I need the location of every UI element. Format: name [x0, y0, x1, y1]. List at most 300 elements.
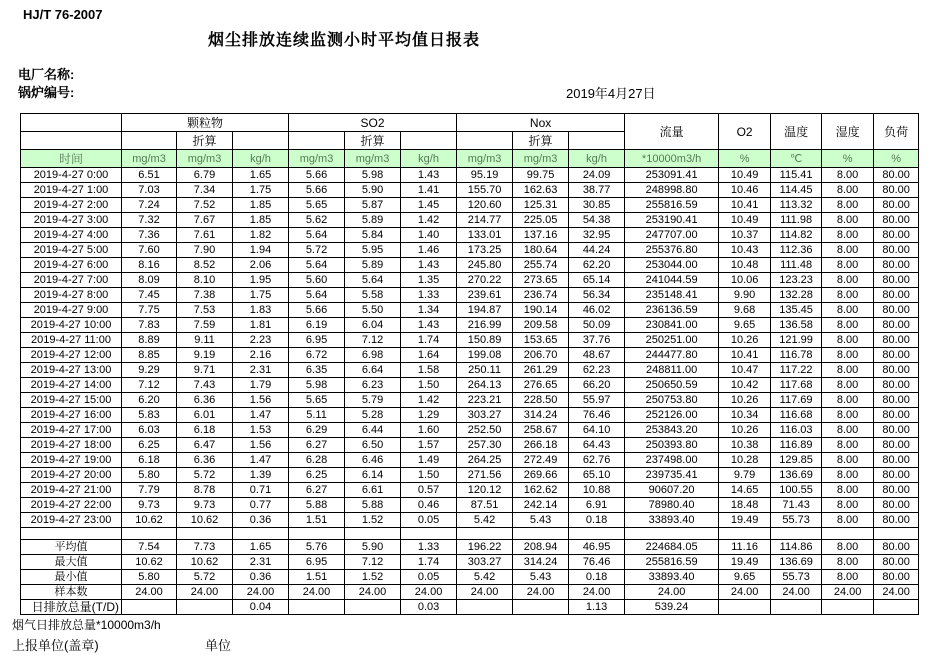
value-cell: 136.58: [771, 318, 822, 333]
table-row: [21, 273, 919, 288]
table-row: [21, 243, 919, 258]
table-row: [21, 468, 919, 483]
value-cell: 264.13: [457, 378, 513, 393]
value-cell: 162.63: [513, 183, 569, 198]
value-cell: 235148.41: [625, 288, 719, 303]
unit-cell: %: [719, 150, 771, 168]
value-cell: 7.75: [122, 303, 177, 318]
value-cell: 245.80: [457, 258, 513, 273]
total-value-cell: [289, 600, 345, 615]
value-cell: 5.84: [345, 228, 401, 243]
value-cell: 6.35: [289, 363, 345, 378]
value-cell: 303.27: [457, 408, 513, 423]
value-cell: 153.65: [513, 333, 569, 348]
value-cell: 65.14: [569, 273, 625, 288]
value-cell: 14.65: [719, 483, 771, 498]
spacer-cell: [625, 528, 719, 540]
value-cell: 7.43: [177, 378, 233, 393]
value-cell: 6.98: [345, 348, 401, 363]
value-cell: 8.52: [177, 258, 233, 273]
unit-cell: kg/h: [401, 150, 457, 168]
value-cell: 6.03: [122, 423, 177, 438]
value-cell: 8.00: [822, 378, 874, 393]
value-cell: 1.40: [401, 228, 457, 243]
value-cell: 253190.41: [625, 213, 719, 228]
value-cell: 8.00: [822, 318, 874, 333]
value-cell: 1.94: [233, 243, 289, 258]
unit-cell: mg/m3: [457, 150, 513, 168]
spacer-cell: [345, 528, 401, 540]
value-cell: 7.79: [122, 483, 177, 498]
value-cell: 5.43: [513, 513, 569, 528]
summary-label-cell: 样本数: [21, 585, 122, 600]
total-label-cell: [21, 600, 122, 615]
total-value-cell: [122, 600, 177, 615]
value-cell: 5.66: [289, 303, 345, 318]
time-cell: 2019-4-27 23:00: [21, 513, 122, 528]
value-cell: 1.41: [401, 183, 457, 198]
value-cell: 190.14: [513, 303, 569, 318]
spacer-row: [21, 528, 919, 540]
summary-value-cell: 46.95: [569, 540, 625, 555]
value-cell: 5.98: [345, 168, 401, 183]
reporting-unit-label: 上报单位(盖章): [12, 638, 99, 653]
value-cell: 1.39: [233, 468, 289, 483]
value-cell: 241044.59: [625, 273, 719, 288]
value-cell: 0.71: [233, 483, 289, 498]
value-cell: 8.00: [822, 258, 874, 273]
table-row: [21, 168, 919, 183]
value-cell: 10.62: [122, 513, 177, 528]
value-cell: 135.45: [771, 303, 822, 318]
value-cell: 7.12: [345, 333, 401, 348]
page-title: 烟尘排放连续监测小时平均值日报表: [208, 32, 481, 49]
value-cell: 1.45: [401, 198, 457, 213]
unit-cell: *10000m3/h: [625, 150, 719, 168]
value-cell: 242.14: [513, 498, 569, 513]
value-cell: 116.89: [771, 438, 822, 453]
value-cell: 272.49: [513, 453, 569, 468]
value-cell: 80.00: [874, 348, 919, 363]
value-cell: 266.18: [513, 438, 569, 453]
value-cell: 95.19: [457, 168, 513, 183]
value-cell: 1.43: [401, 318, 457, 333]
value-cell: 8.00: [822, 408, 874, 423]
summary-row: [21, 555, 919, 570]
value-cell: 10.41: [719, 348, 771, 363]
value-cell: 252126.00: [625, 408, 719, 423]
total-value-cell: 539.24: [625, 600, 719, 615]
value-cell: 38.77: [569, 183, 625, 198]
header-cell: [122, 132, 177, 150]
value-cell: 250650.59: [625, 378, 719, 393]
value-cell: 1.83: [233, 303, 289, 318]
value-cell: 6.20: [122, 393, 177, 408]
value-cell: 0.18: [569, 513, 625, 528]
value-cell: 71.43: [771, 498, 822, 513]
value-cell: 80.00: [874, 513, 919, 528]
header-cell-temp: 温度: [771, 114, 822, 150]
value-cell: 194.87: [457, 303, 513, 318]
value-cell: 1.56: [233, 438, 289, 453]
value-cell: 7.53: [177, 303, 233, 318]
value-cell: 214.77: [457, 213, 513, 228]
value-cell: 5.28: [345, 408, 401, 423]
value-cell: 87.51: [457, 498, 513, 513]
summary-value-cell: 136.69: [771, 555, 822, 570]
summary-value-cell: 6.95: [289, 555, 345, 570]
value-cell: 1.81: [233, 318, 289, 333]
table-row: [21, 378, 919, 393]
total-value-cell: [874, 600, 919, 615]
value-cell: 62.76: [569, 453, 625, 468]
value-cell: 271.56: [457, 468, 513, 483]
summary-value-cell: 224684.05: [625, 540, 719, 555]
value-cell: 209.58: [513, 318, 569, 333]
value-cell: 244477.80: [625, 348, 719, 363]
summary-value-cell: 19.49: [719, 555, 771, 570]
unit-cell: kg/h: [569, 150, 625, 168]
summary-value-cell: 314.24: [513, 555, 569, 570]
value-cell: 6.18: [122, 453, 177, 468]
value-cell: 8.00: [822, 183, 874, 198]
value-cell: 9.19: [177, 348, 233, 363]
value-cell: 236136.59: [625, 303, 719, 318]
summary-value-cell: 255816.59: [625, 555, 719, 570]
summary-row: [21, 540, 919, 555]
summary-value-cell: 24.00: [177, 585, 233, 600]
value-cell: 80.00: [874, 183, 919, 198]
value-cell: 8.00: [822, 228, 874, 243]
value-cell: 5.50: [345, 303, 401, 318]
value-cell: 6.46: [345, 453, 401, 468]
value-cell: 173.25: [457, 243, 513, 258]
value-cell: 7.38: [177, 288, 233, 303]
value-cell: 6.04: [345, 318, 401, 333]
value-cell: 5.89: [345, 258, 401, 273]
header-cell: [401, 132, 457, 150]
value-cell: 250251.00: [625, 333, 719, 348]
value-cell: 56.34: [569, 288, 625, 303]
summary-value-cell: 8.00: [822, 555, 874, 570]
value-cell: 6.29: [289, 423, 345, 438]
value-cell: 250393.80: [625, 438, 719, 453]
total-value-cell: [771, 600, 822, 615]
unit-cell: mg/m3: [177, 150, 233, 168]
value-cell: 1.60: [401, 423, 457, 438]
value-cell: 1.43: [401, 258, 457, 273]
value-cell: 1.82: [233, 228, 289, 243]
summary-label-cell: 最大值: [21, 555, 122, 570]
value-cell: 136.69: [771, 468, 822, 483]
value-cell: 6.91: [569, 498, 625, 513]
value-cell: 120.60: [457, 198, 513, 213]
value-cell: 10.88: [569, 483, 625, 498]
value-cell: 228.50: [513, 393, 569, 408]
time-cell: 2019-4-27 9:00: [21, 303, 122, 318]
value-cell: 1.42: [401, 393, 457, 408]
value-cell: 132.28: [771, 288, 822, 303]
time-cell: 2019-4-27 6:00: [21, 258, 122, 273]
value-cell: 8.16: [122, 258, 177, 273]
value-cell: 1.47: [233, 408, 289, 423]
header-cell: [289, 132, 345, 150]
value-cell: 8.85: [122, 348, 177, 363]
summary-value-cell: 7.54: [122, 540, 177, 555]
value-cell: 111.48: [771, 258, 822, 273]
value-cell: 112.36: [771, 243, 822, 258]
summary-value-cell: 0.36: [233, 570, 289, 585]
value-cell: 8.09: [122, 273, 177, 288]
summary-value-cell: 5.90: [345, 540, 401, 555]
value-cell: 6.36: [177, 453, 233, 468]
value-cell: 5.80: [122, 468, 177, 483]
value-cell: 1.33: [401, 288, 457, 303]
value-cell: 116.78: [771, 348, 822, 363]
value-cell: 6.27: [289, 483, 345, 498]
value-cell: 5.83: [122, 408, 177, 423]
value-cell: 80.00: [874, 258, 919, 273]
value-cell: 2.06: [233, 258, 289, 273]
value-cell: 236.74: [513, 288, 569, 303]
unit-cell: mg/m3: [289, 150, 345, 168]
value-cell: 255816.59: [625, 198, 719, 213]
value-cell: 5.58: [345, 288, 401, 303]
value-cell: 1.34: [401, 303, 457, 318]
value-cell: 253044.00: [625, 258, 719, 273]
value-cell: 5.90: [345, 183, 401, 198]
spacer-cell: [569, 528, 625, 540]
value-cell: 1.50: [401, 378, 457, 393]
value-cell: 155.70: [457, 183, 513, 198]
summary-value-cell: 33893.40: [625, 570, 719, 585]
total-label: 日排放总量(T/D): [31, 600, 119, 614]
summary-value-cell: 24.00: [122, 585, 177, 600]
value-cell: 6.28: [289, 453, 345, 468]
value-cell: 1.65: [233, 168, 289, 183]
value-cell: 10.28: [719, 453, 771, 468]
value-cell: 32.95: [569, 228, 625, 243]
value-cell: 250.11: [457, 363, 513, 378]
value-cell: 80.00: [874, 408, 919, 423]
time-cell: 2019-4-27 11:00: [21, 333, 122, 348]
report-date: 2019年4月27日: [566, 86, 656, 101]
value-cell: 80.00: [874, 393, 919, 408]
unit-cell: %: [822, 150, 874, 168]
value-cell: 6.64: [345, 363, 401, 378]
time-cell: 2019-4-27 17:00: [21, 423, 122, 438]
summary-value-cell: 1.52: [345, 570, 401, 585]
value-cell: 80.00: [874, 453, 919, 468]
summary-label-cell: 平均值: [21, 540, 122, 555]
value-cell: 80.00: [874, 168, 919, 183]
table-row: [21, 258, 919, 273]
table-row: [21, 348, 919, 363]
report-table: [20, 113, 919, 615]
value-cell: 7.36: [122, 228, 177, 243]
value-cell: 270.22: [457, 273, 513, 288]
value-cell: 216.99: [457, 318, 513, 333]
value-cell: 206.70: [513, 348, 569, 363]
header-cell-nox: Nox: [457, 114, 625, 132]
value-cell: 100.55: [771, 483, 822, 498]
value-cell: 7.90: [177, 243, 233, 258]
table-row: [21, 228, 919, 243]
value-cell: 1.56: [233, 393, 289, 408]
value-cell: 9.73: [177, 498, 233, 513]
total-value-cell: 0.04: [233, 600, 289, 615]
value-cell: 6.61: [345, 483, 401, 498]
value-cell: 1.58: [401, 363, 457, 378]
value-cell: 8.00: [822, 198, 874, 213]
value-cell: 10.26: [719, 333, 771, 348]
value-cell: 113.32: [771, 198, 822, 213]
value-cell: 1.35: [401, 273, 457, 288]
value-cell: 5.88: [289, 498, 345, 513]
spacer-cell: [719, 528, 771, 540]
value-cell: 111.98: [771, 213, 822, 228]
value-cell: 6.36: [177, 393, 233, 408]
value-cell: 50.09: [569, 318, 625, 333]
value-cell: 10.41: [719, 198, 771, 213]
summary-value-cell: 24.00: [513, 585, 569, 600]
time-cell: 2019-4-27 7:00: [21, 273, 122, 288]
summary-row: [21, 585, 919, 600]
value-cell: 1.57: [401, 438, 457, 453]
value-cell: 1.74: [401, 333, 457, 348]
spacer-cell: [122, 528, 177, 540]
value-cell: 10.26: [719, 393, 771, 408]
value-cell: 8.00: [822, 273, 874, 288]
value-cell: 8.89: [122, 333, 177, 348]
standard-code: HJ/T 76-2007: [23, 7, 103, 22]
value-cell: 6.44: [345, 423, 401, 438]
table-row: [21, 423, 919, 438]
time-cell: 2019-4-27 4:00: [21, 228, 122, 243]
value-cell: 137.16: [513, 228, 569, 243]
value-cell: 6.47: [177, 438, 233, 453]
spacer-cell: [177, 528, 233, 540]
value-cell: 9.73: [122, 498, 177, 513]
time-cell: 2019-4-27 0:00: [21, 168, 122, 183]
summary-value-cell: 8.00: [822, 570, 874, 585]
value-cell: 150.89: [457, 333, 513, 348]
value-cell: 6.14: [345, 468, 401, 483]
value-cell: 8.00: [822, 498, 874, 513]
value-cell: 162.62: [513, 483, 569, 498]
value-cell: 2.31: [233, 363, 289, 378]
header-units-row: [21, 150, 919, 168]
time-cell: 2019-4-27 19:00: [21, 453, 122, 468]
value-cell: 0.05: [401, 513, 457, 528]
header-cell: [569, 132, 625, 150]
value-cell: 1.75: [233, 183, 289, 198]
table-row: [21, 393, 919, 408]
header-cell-time: 时间: [21, 150, 122, 168]
value-cell: 0.36: [233, 513, 289, 528]
value-cell: 5.42: [457, 513, 513, 528]
table-row: [21, 333, 919, 348]
time-cell: 2019-4-27 14:00: [21, 378, 122, 393]
value-cell: 1.50: [401, 468, 457, 483]
value-cell: 8.00: [822, 213, 874, 228]
value-cell: 7.60: [122, 243, 177, 258]
unit-cell: mg/m3: [345, 150, 401, 168]
summary-value-cell: 1.65: [233, 540, 289, 555]
value-cell: 255.74: [513, 258, 569, 273]
spacer-cell: [289, 528, 345, 540]
value-cell: 223.21: [457, 393, 513, 408]
summary-value-cell: 24.00: [874, 585, 919, 600]
summary-value-cell: 208.94: [513, 540, 569, 555]
value-cell: 8.00: [822, 468, 874, 483]
summary-value-cell: 11.16: [719, 540, 771, 555]
unit-cell: kg/h: [233, 150, 289, 168]
value-cell: 8.78: [177, 483, 233, 498]
value-cell: 253091.41: [625, 168, 719, 183]
value-cell: 8.00: [822, 438, 874, 453]
value-cell: 276.65: [513, 378, 569, 393]
value-cell: 5.72: [177, 468, 233, 483]
value-cell: 5.64: [289, 228, 345, 243]
value-cell: 19.49: [719, 513, 771, 528]
value-cell: 7.24: [122, 198, 177, 213]
summary-value-cell: 24.00: [771, 585, 822, 600]
total-value-cell: [177, 600, 233, 615]
value-cell: 9.68: [719, 303, 771, 318]
summary-value-cell: 24.00: [719, 585, 771, 600]
value-cell: 5.88: [345, 498, 401, 513]
value-cell: 6.51: [122, 168, 177, 183]
spacer-cell: [457, 528, 513, 540]
time-cell: 2019-4-27 13:00: [21, 363, 122, 378]
value-cell: 64.43: [569, 438, 625, 453]
spacer-cell: [401, 528, 457, 540]
value-cell: 248811.00: [625, 363, 719, 378]
value-cell: 10.62: [177, 513, 233, 528]
header-cell-converted: 折算: [513, 132, 569, 150]
value-cell: 5.11: [289, 408, 345, 423]
value-cell: 37.76: [569, 333, 625, 348]
time-cell: 2019-4-27 10:00: [21, 318, 122, 333]
table-row: [21, 453, 919, 468]
value-cell: 250753.80: [625, 393, 719, 408]
summary-value-cell: 2.31: [233, 555, 289, 570]
value-cell: 239735.41: [625, 468, 719, 483]
value-cell: 10.49: [719, 213, 771, 228]
value-cell: 30.85: [569, 198, 625, 213]
summary-value-cell: 24.00: [625, 585, 719, 600]
summary-row: [21, 570, 919, 585]
value-cell: 7.12: [122, 378, 177, 393]
summary-value-cell: 5.80: [122, 570, 177, 585]
value-cell: 6.79: [177, 168, 233, 183]
value-cell: 48.67: [569, 348, 625, 363]
table-row: [21, 288, 919, 303]
summary-value-cell: 5.43: [513, 570, 569, 585]
value-cell: 248998.80: [625, 183, 719, 198]
summary-value-cell: 76.46: [569, 555, 625, 570]
summary-value-cell: 24.00: [822, 585, 874, 600]
time-cell: 2019-4-27 5:00: [21, 243, 122, 258]
total-value-cell: [457, 600, 513, 615]
value-cell: 5.79: [345, 393, 401, 408]
value-cell: 0.46: [401, 498, 457, 513]
value-cell: 5.64: [289, 288, 345, 303]
value-cell: 180.64: [513, 243, 569, 258]
summary-value-cell: 8.00: [822, 540, 874, 555]
value-cell: 78980.40: [625, 498, 719, 513]
